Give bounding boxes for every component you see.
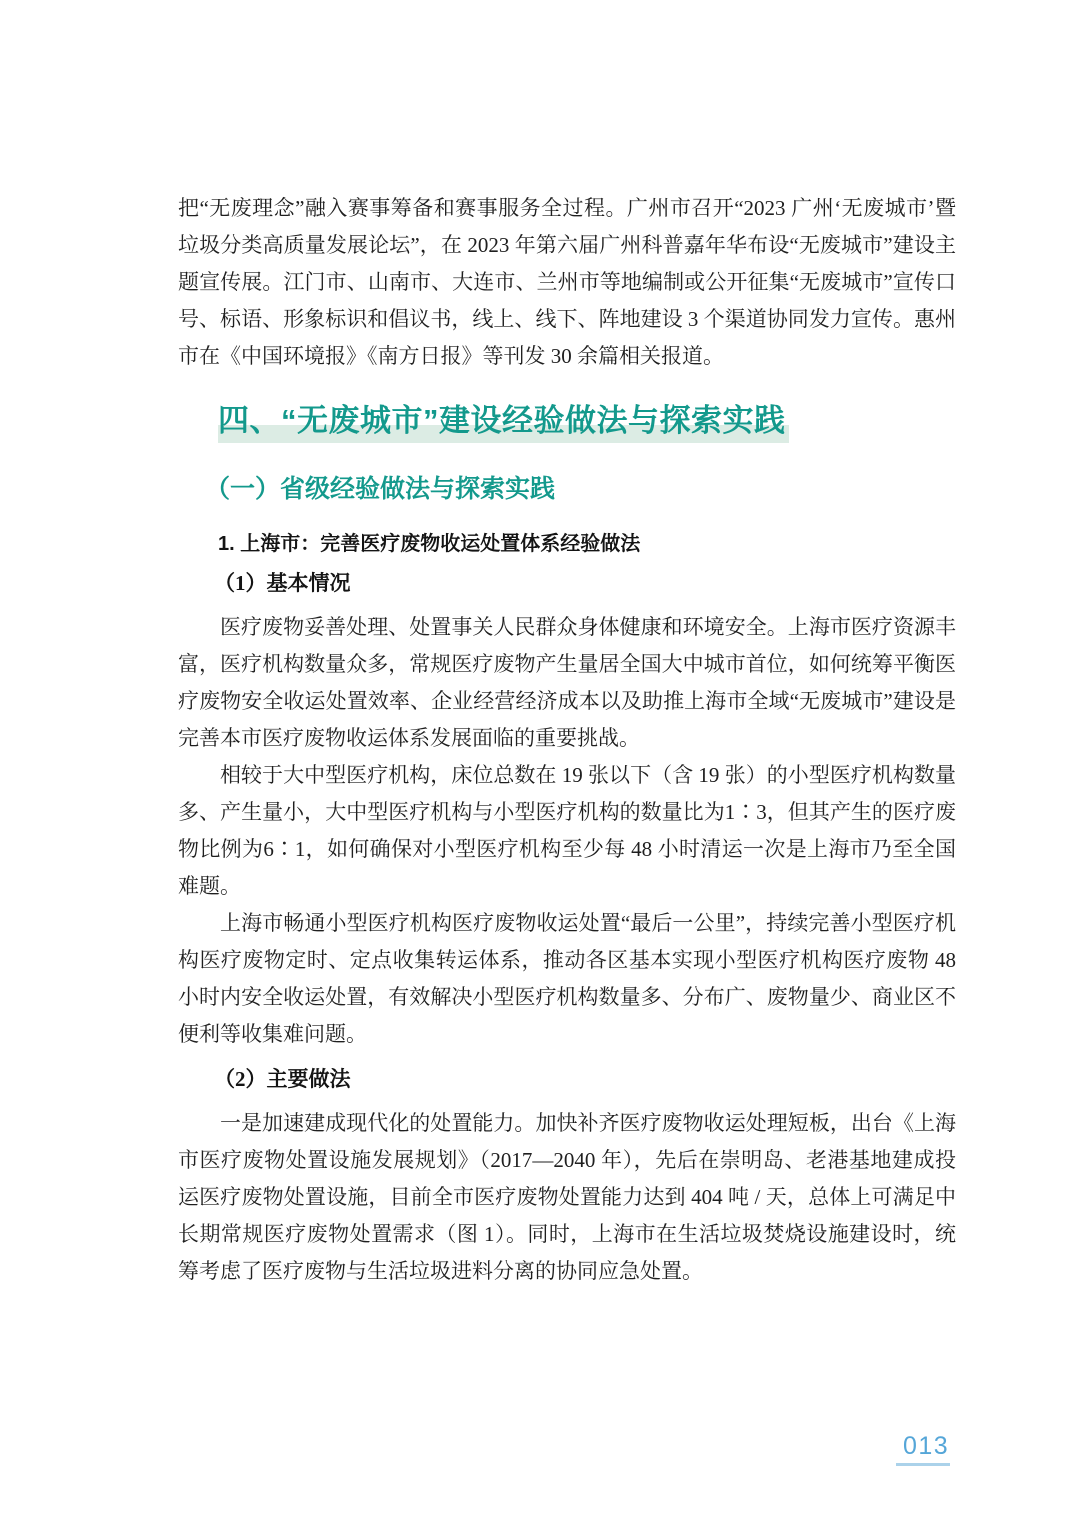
page-number-text: 013: [903, 1432, 950, 1460]
part1-heading: （1）基本情况: [214, 570, 351, 595]
part1-paragraph-2: 相较于大中型医疗机构，床位总数在 19 张以下（含 19 张）的小型医疗机构数量多、产生量小，大中型医疗机构与小型医疗机构的数量比为1∶3，但其产生的医疗废物比例为6∶1，如何确保对小型医疗机构至少每 48 小时清运一次是上海市乃至全国难题。: [178, 763, 956, 899]
page-content: [178, 190, 956, 1290]
page-number-underline: [896, 1463, 950, 1466]
part1-paragraph-3: 上海市畅通小型医疗机构医疗废物收运处置“最后一公里”，持续完善小型医疗机构医疗废物定时、定点收集转运体系，推动各区基本实现小型医疗机构医疗废物 48 小时内安全收运处置，有效解决小型医疗机构数量多、分布广、废物量少、商业区不便利等收集难问题。: [178, 911, 956, 1047]
topic-heading: 1. 上海市：完善医疗废物收运处置体系经验做法: [218, 532, 641, 555]
part1-paragraph-1: 医疗废物妥善处理、处置事关人民群众身体健康和环境安全。上海市医疗资源丰富，医疗机构数量众多，常规医疗废物产生量居全国大中城市首位，如何统筹平衡医疗废物安全收运处置效率、企业经营经济成本以及助推上海市全域“无废城市”建设是完善本市医疗废物收运体系发展面临的重要挑战。: [178, 615, 956, 751]
part2-paragraph-1: 一是加速建成现代化的处置能力。加快补齐医疗废物收运处理短板，出台《上海市医疗废物处置设施发展规划》（2017—2040 年），先后在崇明岛、老港基地建成投运医疗废物处置设施，目前全市医疗废物处置能力达到 404 吨 / 天，总体上可满足中长期常规医疗废物处置需求（图 1）。同时，上海市在生活垃圾焚烧设施建设时，统筹考虑了医疗废物与生活垃圾进料分离的协同应急处置。: [178, 1111, 956, 1284]
page-number: [903, 1432, 949, 1461]
section-heading: [218, 402, 956, 441]
subsection-heading: （一）省级经验做法与探索实践: [205, 474, 556, 503]
section-heading-text: 四、“无废城市”建设经验做法与探索实践: [218, 403, 789, 443]
part2-heading: （2）主要做法: [214, 1067, 351, 1092]
intro-paragraph: 把“无废理念”融入赛事筹备和赛事服务全过程。广州市召开“2023 广州‘无废城市’暨垃圾分类高质量发展论坛”，在 2023 年第六届广州科普嘉年华布设“无废城市”建设主题宣传展。江门市、山南市、大连市、兰州市等地编制或公开征集“无废城市”宣传口号、标语、形象标识和倡议书，线上、线下、阵地建设 3 个渠道协同发力宣传。惠州市在《中国环境报》《南方日报》等刊发 30 余篇相关报道。: [178, 196, 956, 368]
